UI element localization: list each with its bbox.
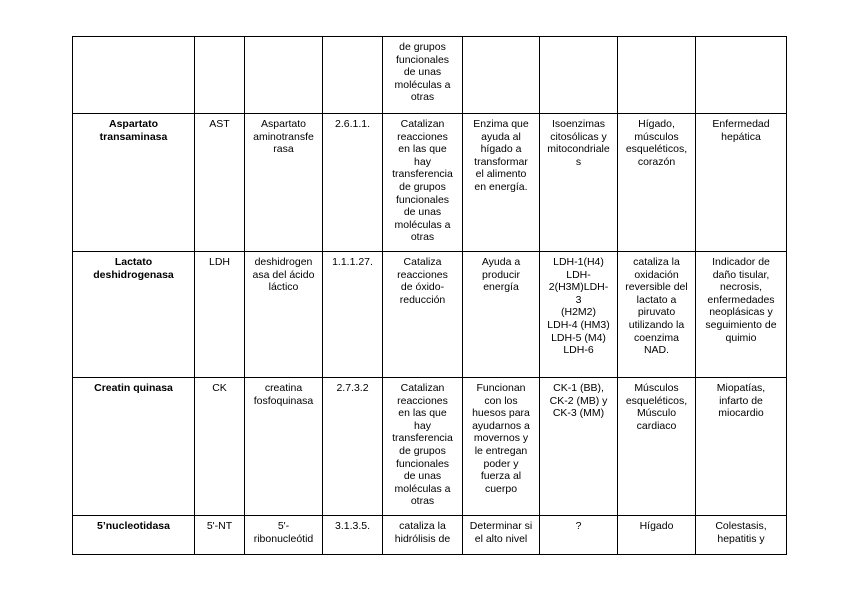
synonym-cell: deshidrogen asa del ácido láctico: [245, 252, 323, 378]
isoenzymes-cell: ?: [540, 516, 618, 555]
synonym-cell: Aspartato aminotransfe rasa: [245, 114, 323, 252]
table-row: [73, 516, 787, 555]
location-cell: cataliza la oxidación reversible del lactato a piruvato utilizando la coenzima NAD.: [618, 252, 696, 378]
abbreviation-cell: CK: [195, 378, 245, 516]
function-cell: Determinar si el alto nivel: [463, 516, 540, 555]
ec-number-cell: 2.6.1.1.: [323, 114, 383, 252]
isoenzymes-cell: [540, 37, 618, 114]
clinical-cell: Indicador de daño tisular, necrosis, enfermedades neoplásicas y seguimiento de quimio: [696, 252, 787, 378]
table-row: [73, 37, 787, 114]
enzyme-name-cell: [73, 37, 195, 114]
ec-number-cell: 1.1.1.27.: [323, 252, 383, 378]
ec-number-cell: [323, 37, 383, 114]
function-cell: [463, 37, 540, 114]
ec-number-cell: 3.1.3.5.: [323, 516, 383, 555]
function-cell: Funcionan con los huesos para ayudarnos a movernos y le entregan poder y fuerza al cuerpo: [463, 378, 540, 516]
table-row: [73, 378, 787, 516]
synonym-cell: creatina fosfoquinasa: [245, 378, 323, 516]
isoenzymes-cell: LDH-1(H4) LDH- 2(H3M)LDH- 3 (H2M2) LDH-4 (HM3) LDH-5 (M4) LDH-6: [540, 252, 618, 378]
reaction-cell: Cataliza reacciones de óxido- reducción: [383, 252, 463, 378]
enzyme-name-cell: Aspartato transaminasa: [73, 114, 195, 252]
enzyme-table: [72, 36, 787, 555]
table-row: [73, 252, 787, 378]
abbreviation-cell: 5'-NT: [195, 516, 245, 555]
reaction-cell: Catalizan reacciones en las que hay transferencia de grupos funcionales de unas moléculas a otras: [383, 114, 463, 252]
location-cell: Hígado: [618, 516, 696, 555]
table-row: [73, 114, 787, 252]
location-cell: [618, 37, 696, 114]
clinical-cell: Enfermedad hepática: [696, 114, 787, 252]
reaction-cell: Catalizan reacciones en las que hay transferencia de grupos funcionales de unas moléculas a otras: [383, 378, 463, 516]
clinical-cell: Miopatías, infarto de miocardio: [696, 378, 787, 516]
ec-number-cell: 2.7.3.2: [323, 378, 383, 516]
reaction-cell: cataliza la hidrólisis de: [383, 516, 463, 555]
isoenzymes-cell: CK-1 (BB), CK-2 (MB) y CK-3 (MM): [540, 378, 618, 516]
clinical-cell: [696, 37, 787, 114]
function-cell: Ayuda a producir energía: [463, 252, 540, 378]
enzyme-name-cell: Creatin quinasa: [73, 378, 195, 516]
enzyme-name-cell: 5’nucleotidasa: [73, 516, 195, 555]
abbreviation-cell: [195, 37, 245, 114]
function-cell: Enzima que ayuda al hígado a transformar el alimento en energía.: [463, 114, 540, 252]
reaction-cell: de grupos funcionales de unas moléculas a otras: [383, 37, 463, 114]
enzyme-name-cell: Lactato deshidrogenasa: [73, 252, 195, 378]
abbreviation-cell: AST: [195, 114, 245, 252]
location-cell: Hígado, músculos esqueléticos, corazón: [618, 114, 696, 252]
synonym-cell: 5'- ribonucleótid: [245, 516, 323, 555]
abbreviation-cell: LDH: [195, 252, 245, 378]
location-cell: Músculos esqueléticos, Músculo cardiaco: [618, 378, 696, 516]
clinical-cell: Colestasis, hepatitis y: [696, 516, 787, 555]
synonym-cell: [245, 37, 323, 114]
isoenzymes-cell: Isoenzimas citosólicas y mitocondriale s: [540, 114, 618, 252]
